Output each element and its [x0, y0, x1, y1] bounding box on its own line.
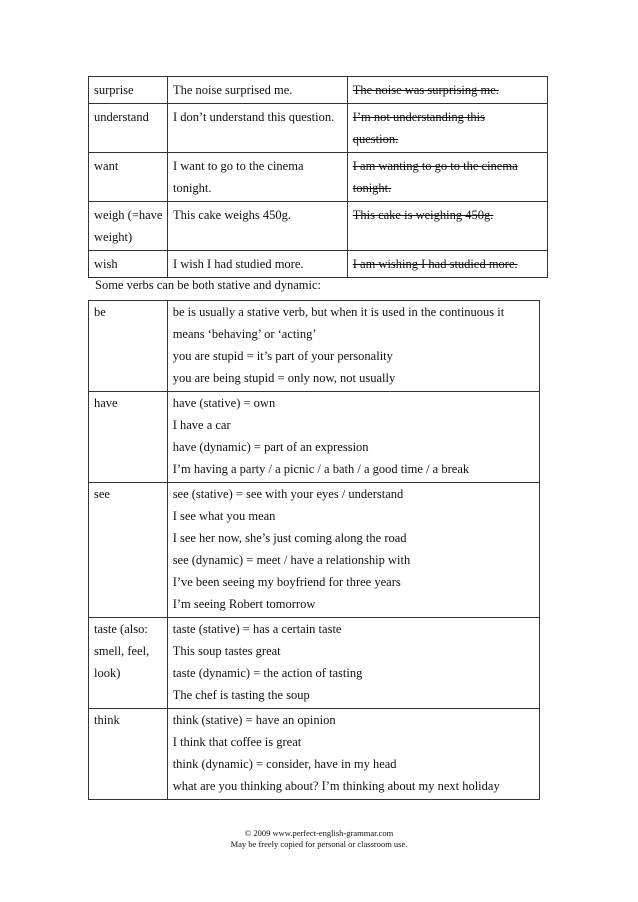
cell-line: I have a car — [172, 418, 231, 432]
cell-line: The noise surprised me. — [172, 83, 293, 97]
verb-cell — [89, 301, 168, 392]
cell-line: I’m not understanding this — [352, 110, 486, 124]
cell-line: be is usually a stative verb, but when it is used in the continuous it — [172, 305, 505, 319]
cell-line: taste (also: — [94, 622, 148, 636]
verb-cell — [89, 709, 168, 800]
cell-line: think (stative) = have an opinion — [172, 713, 336, 727]
verb-cell — [89, 202, 168, 251]
cell-line: be — [94, 305, 106, 319]
copyright-line: © 2009 www.perfect-english-grammar.com — [244, 828, 394, 838]
cell-line: The chef is tasting the soup — [172, 688, 310, 702]
cell-line: This cake is weighing 450g. — [352, 208, 494, 222]
stative-dynamic-table — [88, 300, 540, 800]
cell-line: I wish I had studied more. — [172, 257, 304, 271]
verb-cell — [89, 104, 168, 153]
table-row — [89, 251, 548, 278]
cell-line: I am wanting to go to the cinema — [352, 159, 518, 173]
explanation-cell — [167, 709, 539, 800]
stative-verbs-table-body — [89, 77, 548, 278]
cell-line: I see what you mean — [172, 509, 276, 523]
footer — [0, 828, 638, 850]
cell-line: surprise — [94, 83, 134, 97]
cell-line: question. — [352, 132, 399, 146]
cell-line: I think that coffee is great — [172, 735, 302, 749]
cell-line: tonight. — [352, 181, 392, 195]
explanation-cell — [167, 301, 539, 392]
verb-cell — [89, 251, 168, 278]
cell-line: have — [94, 396, 118, 410]
incorrect-example-cell — [347, 153, 547, 202]
table-row — [89, 153, 548, 202]
cell-line: you are being stupid = only now, not usually — [172, 371, 396, 385]
cell-line: I want to go to the cinema — [172, 159, 304, 173]
table-row — [89, 104, 548, 153]
incorrect-example-cell — [347, 77, 547, 104]
cell-line: have (stative) = own — [172, 396, 276, 410]
cell-line: means ‘behaving’ or ‘acting’ — [172, 327, 317, 341]
correct-example-cell — [167, 104, 347, 153]
cell-line: I’m seeing Robert tomorrow — [172, 597, 316, 611]
cell-line: I don’t understand this question. — [172, 110, 335, 124]
usage-line: May be freely copied for personal or classroom use. — [230, 839, 408, 849]
table-row — [89, 202, 548, 251]
explanation-cell — [167, 618, 539, 709]
table-row — [89, 483, 540, 618]
table-row — [89, 618, 540, 709]
table-row — [89, 709, 540, 800]
verb-cell — [89, 392, 168, 483]
cell-line: see (stative) = see with your eyes / understand — [172, 487, 404, 501]
cell-line: have (dynamic) = part of an expression — [172, 440, 369, 454]
cell-line: see — [94, 487, 110, 501]
cell-line: smell, feel, — [94, 644, 150, 658]
correct-example-cell — [167, 251, 347, 278]
explanation-cell — [167, 392, 539, 483]
cell-line: weigh (=have — [94, 208, 163, 222]
cell-line: what are you thinking about? I’m thinking about my next holiday — [172, 779, 500, 793]
cell-line: look) — [94, 666, 121, 680]
cell-line: taste (stative) = has a certain taste — [172, 622, 342, 636]
cell-line: The noise was surprising me. — [352, 83, 499, 97]
cell-line: think — [94, 713, 120, 727]
incorrect-example-cell — [347, 202, 547, 251]
verb-cell — [89, 77, 168, 104]
cell-line: I’m having a party / a picnic / a bath / a good time / a break — [172, 462, 470, 476]
cell-line: I see her now, she’s just coming along the road — [172, 531, 407, 545]
verb-cell — [89, 483, 168, 618]
cell-line: tonight. — [172, 181, 212, 195]
explanation-cell — [167, 483, 539, 618]
intro-text: Some verbs can be both stative and dynamic: — [95, 278, 321, 292]
cell-line: see (dynamic) = meet / have a relationship with — [172, 553, 411, 567]
verb-cell — [89, 153, 168, 202]
verb-cell — [89, 618, 168, 709]
cell-line: This soup tastes great — [172, 644, 281, 658]
cell-line: This cake weighs 450g. — [172, 208, 292, 222]
correct-example-cell — [167, 202, 347, 251]
incorrect-example-cell — [347, 251, 547, 278]
table-row — [89, 392, 540, 483]
cell-line: think (dynamic) = consider, have in my head — [172, 757, 397, 771]
correct-example-cell — [167, 153, 347, 202]
table-row — [89, 77, 548, 104]
incorrect-example-cell — [347, 104, 547, 153]
cell-line: I am wishing I had studied more. — [352, 257, 518, 271]
cell-line: wish — [94, 257, 118, 271]
cell-line: you are stupid = it’s part of your personality — [172, 349, 393, 363]
table-row — [89, 301, 540, 392]
cell-line: taste (dynamic) = the action of tasting — [172, 666, 363, 680]
cell-line: I’ve been seeing my boyfriend for three years — [172, 575, 401, 589]
cell-line: want — [94, 159, 119, 173]
cell-line: weight) — [94, 230, 133, 244]
correct-example-cell — [167, 77, 347, 104]
stative-verbs-table — [88, 76, 548, 278]
cell-line: understand — [94, 110, 149, 124]
stative-dynamic-table-body — [89, 301, 540, 800]
